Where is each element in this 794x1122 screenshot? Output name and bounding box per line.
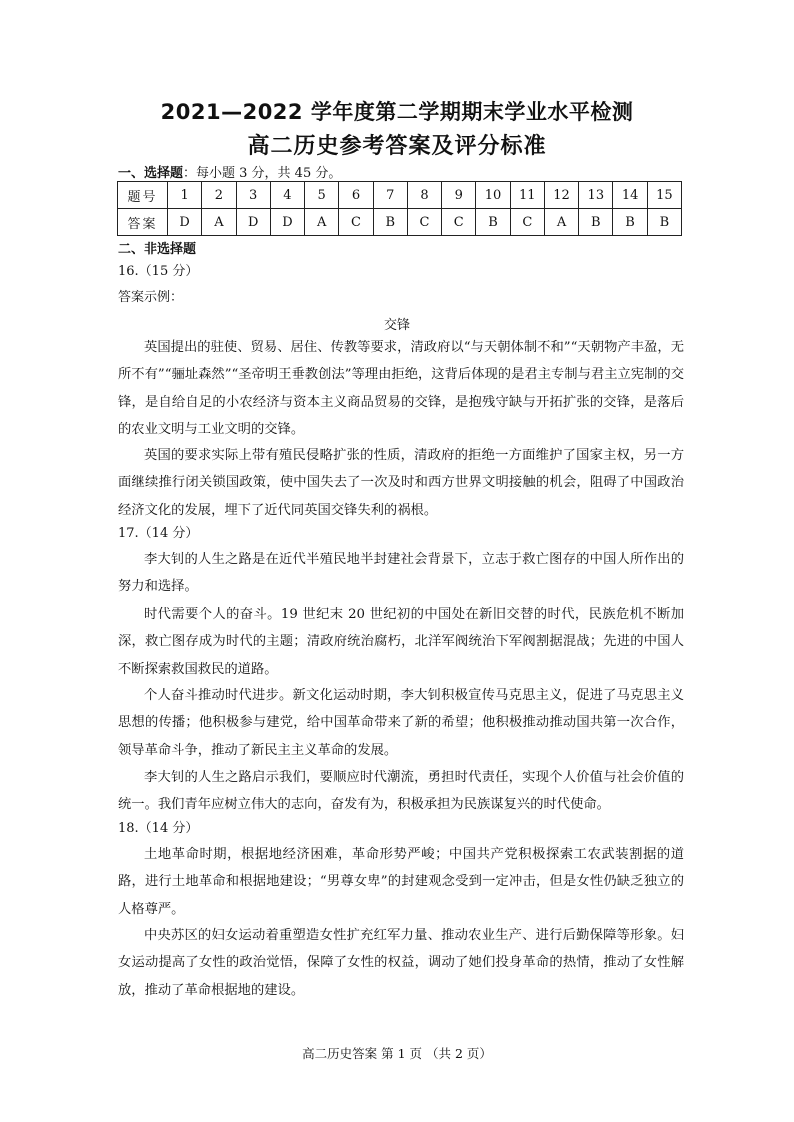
document-title-line1: 2021—2022 学年度第二学期期末学业水平检测: [160, 100, 634, 124]
answer-cell: C: [339, 209, 373, 236]
answer-cell: B: [373, 209, 407, 236]
question-number: 11: [510, 182, 544, 209]
answer-cell: B: [647, 209, 681, 236]
question-number: 12: [544, 182, 578, 209]
answer-cell: C: [442, 209, 476, 236]
q17-paragraph: 李大钊的人生之路启示我们，要顺应时代潮流，勇担时代责任，实现个人价值与社会价值的统一。我们青年应树立伟大的志向，奋发有为，积极承担为民族谋复兴的时代使命。: [118, 770, 684, 813]
table-row-answers: [118, 209, 682, 236]
answer-cell: C: [510, 209, 544, 236]
question-number: 1: [168, 182, 202, 209]
q18-number: 18.（14 分）: [118, 821, 199, 836]
section1-heading: [118, 162, 341, 181]
page-footer: 高二历史答案 第 1 页 （共 2 页）: [302, 1046, 492, 1061]
question-number: 9: [442, 182, 476, 209]
section1-note: ：每小题 3 分，共 45 分。: [183, 166, 342, 181]
row-header-number: 题号: [118, 182, 168, 209]
question-number: 8: [407, 182, 441, 209]
q16-example-label: 答案示例：: [118, 290, 184, 305]
answer-cell: B: [613, 209, 647, 236]
answer-cell: A: [202, 209, 236, 236]
q18-paragraph: 中央苏区的妇女运动着重塑造女性扩充红军力量、推动农业生产、进行后勤保障等形象。妇女运动提高了女性的政治觉悟，保障了女性的权益，调动了她们投身革命的热情，推动了女性解放，推动了革命根据地的建设。: [118, 928, 684, 998]
section1-label: 一、选择题: [118, 166, 184, 181]
answer-cell: A: [544, 209, 578, 236]
question-number: 5: [305, 182, 339, 209]
table-row-numbers: [118, 182, 682, 209]
question-number: 4: [270, 182, 304, 209]
answer-cell: B: [579, 209, 613, 236]
question-number: 7: [373, 182, 407, 209]
q16-number: 16.（15 分）: [118, 264, 199, 279]
answer-cell: D: [168, 209, 202, 236]
q17-number: 17.（14 分）: [118, 526, 199, 541]
q18-paragraph: 土地革命时期，根据地经济困难，革命形势严峻；中国共产党积极探索工农武装割据的道路，进行土地革命和根据地建设；“男尊女卑”的封建观念受到一定冲击，但是女性仍缺乏独立的人格尊严。: [118, 847, 684, 917]
question-number: 14: [613, 182, 647, 209]
q16-essay-heading: 交锋: [383, 318, 410, 333]
answer-table: [117, 181, 682, 236]
question-number: 2: [202, 182, 236, 209]
answer-cell: A: [305, 209, 339, 236]
document-title-line2: 高二历史参考答案及评分标准: [247, 134, 547, 159]
question-number: 13: [579, 182, 613, 209]
question-number: 15: [647, 182, 681, 209]
question-number: 3: [236, 182, 270, 209]
answer-cell: B: [476, 209, 510, 236]
q17-paragraph: 李大钊的人生之路是在近代半殖民地半封建社会背景下，立志于救亡图存的中国人所作出的努力和选择。: [118, 552, 684, 595]
row-header-answer: 答案: [118, 209, 168, 236]
q16-paragraph: 英国的要求实际上带有殖民侵略扩张的性质，清政府的拒绝一方面维护了国家主权，另一方面继续推行闭关锁国政策，使中国失去了一次及时和西方世界文明接触的机会，阻碍了中国政治经济文化的发展，埋下了近代同英国交锋失利的祸根。: [118, 448, 684, 518]
answer-cell: C: [407, 209, 441, 236]
section2-heading: 二、非选择题: [118, 242, 197, 257]
question-number: 6: [339, 182, 373, 209]
q17-paragraph: 个人奋斗推动时代进步。新文化运动时期，李大钊积极宣传马克思主义，促进了马克思主义思想的传播；他积极参与建党，给中国革命带来了新的希望；他积极推动推动国共第一次合作，领导革命斗争，推动了新民主主义革命的发展。: [118, 688, 684, 758]
question-number: 10: [476, 182, 510, 209]
answer-cell: D: [236, 209, 270, 236]
answer-cell: D: [270, 209, 304, 236]
q17-paragraph: 时代需要个人的奋斗。19 世纪末 20 世纪初的中国处在新旧交替的时代，民族危机不断加深，救亡图存成为时代的主题；清政府统治腐朽，北洋军阀统治下军阀割据混战；先进的中国人不断探索救国救民的道路。: [118, 607, 684, 677]
q16-paragraph: 英国提出的驻使、贸易、居住、传教等要求，清政府以“与天朝体制不和”“天朝物产丰盈，无所不有”“骊址森然”“圣帝明王垂教创法”等理由拒绝，这背后体现的是君主专制与君主立宪制的交锋，是自给自足的小农经济与资本主义商品贸易的交锋，是抱残守缺与开拓扩张的交锋，是落后的农业文明与工业文明的交锋。: [118, 340, 684, 438]
